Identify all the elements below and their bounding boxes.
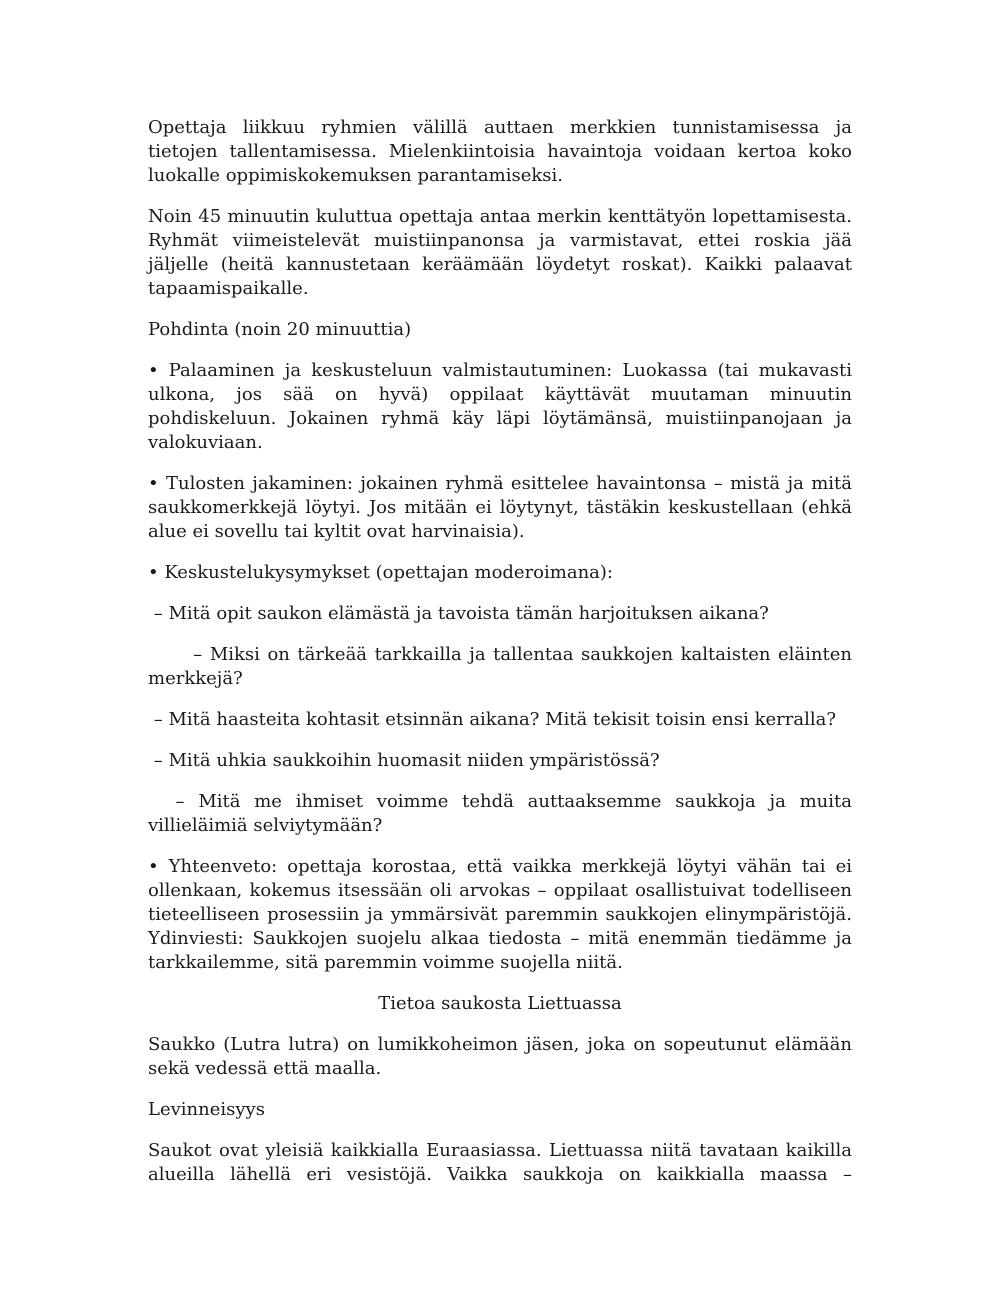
question-item-4: – Mitä uhkia saukkoihin huomasit niiden ympäristössä? [148, 750, 660, 771]
section-heading-distribution: Levinneisyys [148, 1099, 265, 1120]
section-title-otter-lithuania: Tietoa saukosta Liettuassa [378, 993, 622, 1014]
question-item-1: – Mitä opit saukon elämästä ja tavoista tämän harjoituksen aikana? [148, 603, 769, 624]
paragraph-distribution: Saukot ovat yleisiä kaikkialla Euraasiassa. Liettuassa niitä tavataan kaikilla alueilla lähellä eri vesistöjä. Vaikka saukkoja on kaikkialla maassa – [148, 1140, 852, 1185]
bullet-sharing-results: • Tulosten jakaminen: jokainen ryhmä esittelee havaintonsa – mistä ja mitä saukkomerkkejä löytyi. Jos mitään ei löytynyt, tästäkin keskustellaan (ehkä alue ei sovellu tai kyltit ovat harvinaisia). [148, 473, 852, 542]
paragraph-teacher-moves: Opettaja liikkuu ryhmien välillä auttaen merkkien tunnistamisessa ja tietojen tallentamisessa. Mielenkiintoisia havaintoja voidaan kertoa koko luokalle oppimiskokemuksen parantamiseksi. [148, 117, 852, 186]
paragraph-fieldwork-end: Noin 45 minuutin kuluttua opettaja antaa merkin kenttätyön lopettamisesta. Ryhmät viimeistelevät muistiinpanonsa ja varmistavat, ettei roskia jää jäljelle (heitä kannustetaan keräämään löydetyt roskat). Kaikki palaavat tapaamispaikalle. [148, 206, 852, 299]
question-item-2: – Miksi on tärkeää tarkkailla ja tallentaa saukkojen kaltaisten eläinten merkkejä? [148, 644, 858, 689]
paragraph-otter-intro: Saukko (Lutra lutra) on lumikkoheimon jäsen, joka on sopeutunut elämään sekä vedessä että maalla. [148, 1034, 852, 1079]
bullet-discussion-questions: • Keskustelukysymykset (opettajan moderoimana): [148, 562, 613, 583]
section-heading-reflection: Pohdinta (noin 20 minuuttia) [148, 319, 412, 340]
bullet-return-discussion: • Palaaminen ja keskusteluun valmistautuminen: Luokassa (tai mukavasti ulkona, jos sää on hyvä) oppilaat käyttävät muutaman minuutin pohdiskeluun. Jokainen ryhmä käy läpi löytämänsä, muistiinpanojaan ja valokuviaan. [148, 360, 852, 453]
document-page [148, 116, 858, 1204]
question-item-3: – Mitä haasteita kohtasit etsinnän aikana? Mitä tekisit toisin ensi kerralla? [148, 709, 837, 730]
question-item-5: – Mitä me ihmiset voimme tehdä auttaaksemme saukkoja ja muita villieläimiä selviytymään? [148, 791, 858, 836]
bullet-summary: • Yhteenveto: opettaja korostaa, että vaikka merkkejä löytyi vähän tai ei ollenkaan, kokemus itsessään oli arvokas – oppilaat osallistuivat todelliseen tieteelliseen prosessiin ja ymmärsivät paremmin saukkojen elinympäristöjä. Ydinviesti: Saukkojen suojelu alkaa tiedosta – mitä enemmän tiedämme ja tarkkailemme, sitä paremmin voimme suojella niitä. [148, 856, 852, 973]
